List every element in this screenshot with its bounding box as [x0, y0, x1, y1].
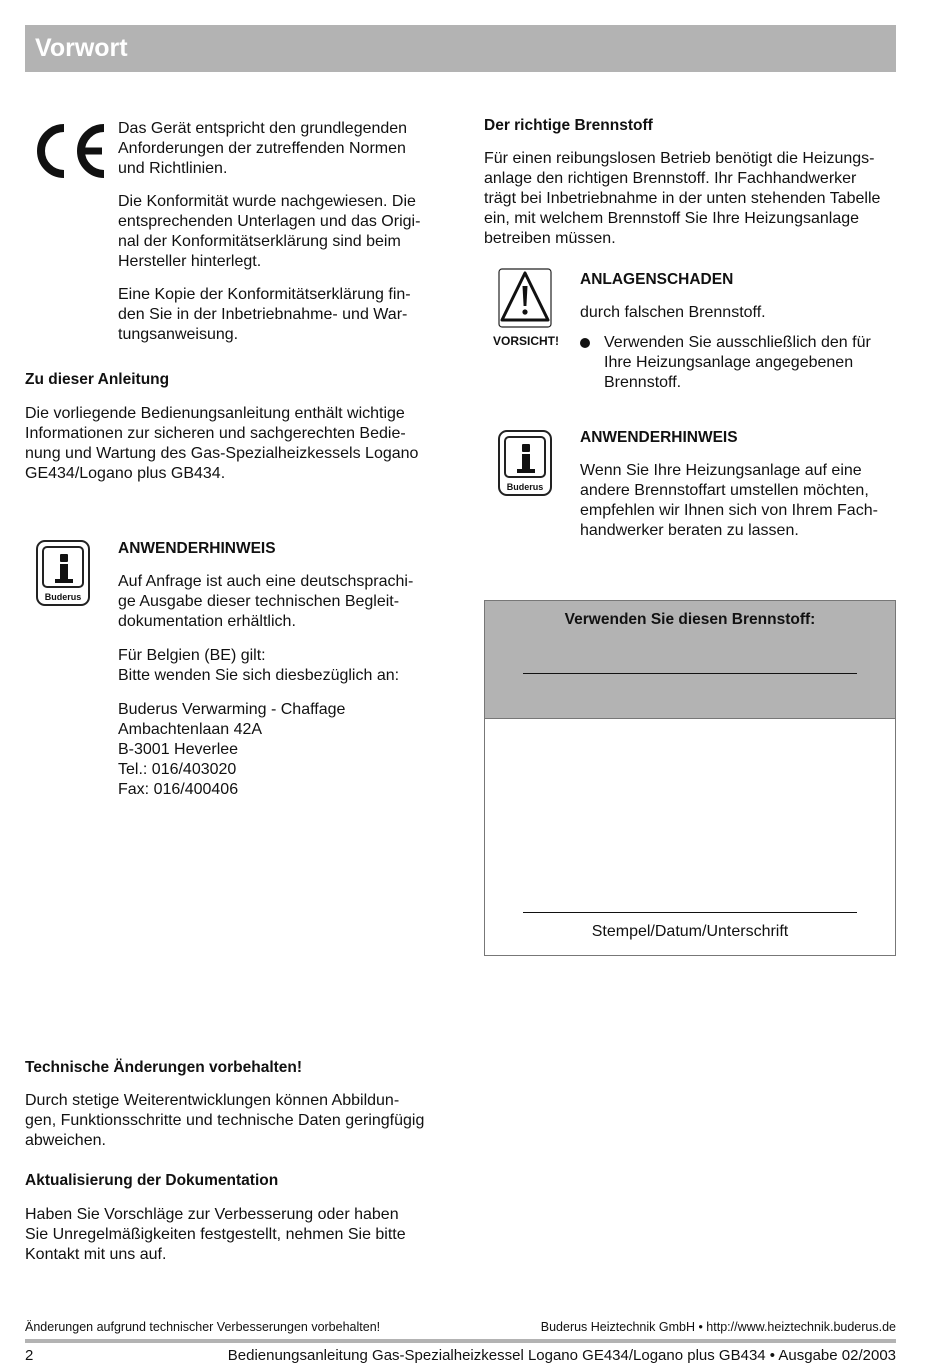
bullet-dot-icon: [580, 338, 590, 348]
update-text: Haben Sie Vorschläge zur Verbesserung oder haben Sie Unregelmäßigkeiten festgestellt, nehmen Sie bitte Kontakt mit uns auf.: [25, 1206, 406, 1263]
warning-label: VORSICHT!: [493, 334, 559, 348]
hint1-address: Buderus Verwarming - Chaffage Ambachtenlaan 42A B-3001 Heverlee Tel.: 016/403020 Fax: 016/400406: [118, 701, 346, 798]
hint1-title: ANWENDERHINWEIS: [118, 540, 276, 557]
fuel-entry-line[interactable]: [523, 673, 857, 674]
brennstoff-text: Für einen reibungslosen Betrieb benötigt die Heizungs- anlage den richtigen Brennstoff. Ihr Fachhandwerker trägt bei Inbetriebnahme in der unten stehenden Tabelle ein, mit welchem Brennstoff Sie Ihre Heizungsanlage betreiben müssen.: [484, 150, 881, 247]
hint1-paragraph-1: Auf Anfrage ist auch eine deutschsprachi- ge Ausgabe dieser technischen Begleit- dokumentation erhältlich.: [118, 573, 414, 630]
fuel-box-title: Verwenden Sie diesen Brennstoff:: [564, 611, 816, 628]
signature-label: Stempel/Datum/Unterschrift: [591, 923, 789, 940]
hint1-paragraph-2: Für Belgien (BE) gilt: Bitte wenden Sie sich diesbezüglich an:: [118, 647, 400, 684]
section-heading-update: Aktualisierung der Dokumentation: [25, 1172, 279, 1189]
ce-paragraph-3: Eine Kopie der Konformitätserklärung fin- den Sie in der Inbetriebnahme- und War- tungsanweisung.: [118, 286, 411, 343]
page-title: Vorwort: [35, 34, 128, 62]
footer-doc-title: Bedienungsanleitung Gas-Spezialheizkessel Logano GE434/Logano plus GB434 • Ausgabe 02/2003: [227, 1347, 896, 1364]
footer-left-note: Änderungen aufgrund technischer Verbesserungen vorbehalten!: [25, 1320, 381, 1334]
footer-divider: [25, 1339, 896, 1343]
signature-line[interactable]: [523, 912, 857, 913]
info-icon: [498, 430, 552, 496]
section-heading-anleitung: Zu dieser Anleitung: [25, 371, 170, 388]
section-heading-changes: Technische Änderungen vorbehalten!: [25, 1059, 303, 1076]
fuel-entry-box: [484, 600, 896, 956]
ce-paragraph-2: Die Konformität wurde nachgewiesen. Die entsprechenden Unterlagen und das Origi- nal der Konformitätserklärung sind beim Hersteller hinterlegt.: [118, 193, 421, 270]
hint1-body: [118, 572, 448, 800]
changes-text: Durch stetige Weiterentwicklungen können Abbildun- gen, Funktionsschritte und technische Daten geringfügig abweichen.: [25, 1092, 425, 1149]
warning-subtitle: durch falschen Brennstoff.: [580, 304, 766, 321]
hint2-text: Wenn Sie Ihre Heizungsanlage auf eine andere Brennstoffart umstellen möchten, empfehlen wir Ihnen sich von Ihrem Fach- handwerker beraten zu lassen.: [580, 462, 878, 539]
buderus-logo-label: Buderus: [44, 592, 82, 602]
ce-conformity-text: [118, 119, 448, 345]
warning-title: ANLAGENSCHADEN: [580, 271, 734, 288]
warning-bullet: Verwenden Sie ausschließlich den für Ihre Heizungsanlage angegebenen Brennstoff.: [580, 333, 896, 393]
page-header-bar: [25, 25, 896, 72]
section-heading-brennstoff: Der richtige Brennstoff: [484, 117, 653, 134]
warning-triangle-icon: [498, 268, 552, 328]
ce-mark-icon: [32, 122, 108, 180]
hint2-title: ANWENDERHINWEIS: [580, 429, 738, 446]
ce-paragraph-1: Das Gerät entspricht den grundlegenden Anforderungen der zutreffenden Normen und Richtlinien.: [118, 120, 408, 177]
footer-right-note: Buderus Heiztechnik GmbH • http://www.heiztechnik.buderus.de: [540, 1320, 896, 1334]
info-icon: [36, 540, 90, 606]
buderus-logo-label: Buderus: [506, 482, 544, 492]
page-number: 2: [25, 1347, 34, 1364]
anleitung-text: Die vorliegende Bedienungsanleitung enthält wichtige Informationen zur sicheren und sachgerechten Bedie- nung und Wartung des Gas-Spezialheizkessels Logano GE434/Logano plus GB434.: [25, 405, 419, 482]
